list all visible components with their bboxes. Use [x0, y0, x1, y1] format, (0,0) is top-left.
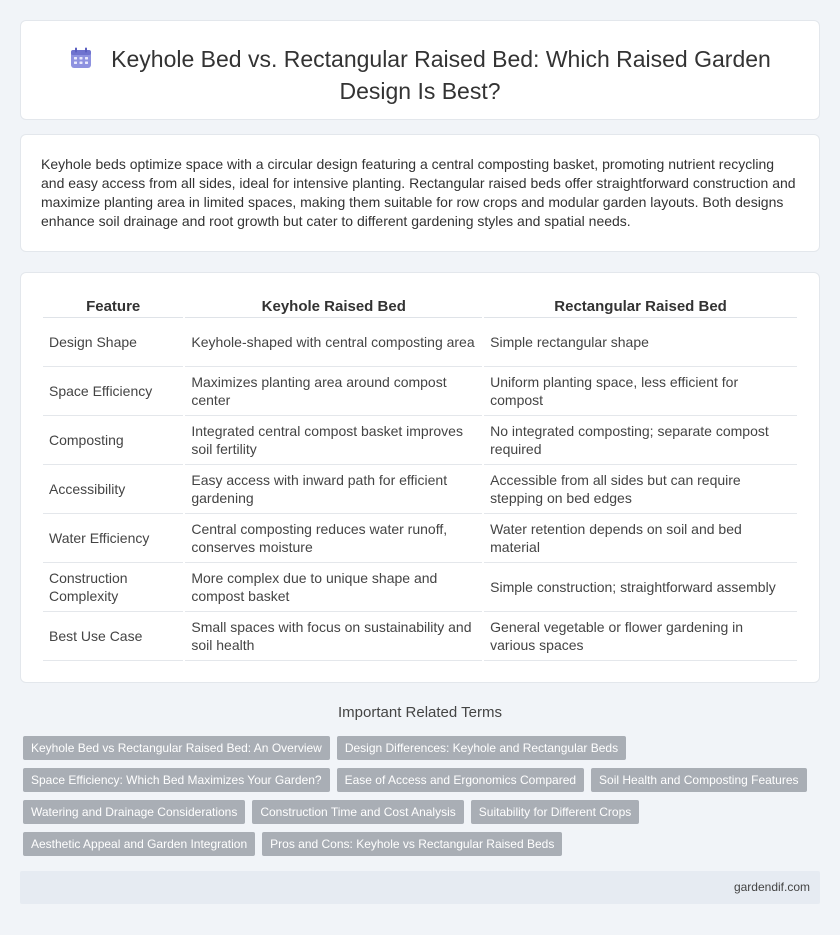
intro-card: [20, 134, 820, 252]
keyhole-cell: Easy access with inward path for efficient gardening: [185, 465, 482, 514]
table-row: [43, 465, 797, 514]
keyhole-cell: Keyhole-shaped with central composting area: [185, 318, 482, 367]
feature-cell: Composting: [43, 416, 183, 465]
related-term-tag[interactable]: Ease of Access and Ergonomics Compared: [337, 768, 584, 792]
keyhole-cell: Maximizes planting area around compost center: [185, 367, 482, 416]
related-term-tag[interactable]: Watering and Drainage Considerations: [23, 800, 245, 824]
keyhole-cell: Integrated central compost basket improves soil fertility: [185, 416, 482, 465]
footer-site-name[interactable]: gardendif.com: [733, 880, 810, 894]
calendar-icon: [69, 46, 93, 70]
related-terms-tags: [23, 736, 813, 864]
rectangular-cell: Simple rectangular shape: [484, 318, 797, 367]
comparison-table: [41, 293, 799, 661]
table-row: [43, 612, 797, 661]
rectangular-cell: Uniform planting space, less efficient for compost: [484, 367, 797, 416]
related-term-tag[interactable]: Space Efficiency: Which Bed Maximizes Your Garden?: [23, 768, 330, 792]
rectangular-cell: Water retention depends on soil and bed material: [484, 514, 797, 563]
comparison-card: [20, 272, 820, 683]
related-term-tag[interactable]: Design Differences: Keyhole and Rectangular Beds: [337, 736, 626, 760]
feature-cell: Accessibility: [43, 465, 183, 514]
feature-cell: Space Efficiency: [43, 367, 183, 416]
related-term-tag[interactable]: Pros and Cons: Keyhole vs Rectangular Raised Beds: [262, 832, 562, 856]
header-feature: Feature: [43, 293, 183, 318]
rectangular-cell: Simple construction; straightforward assembly: [484, 563, 797, 612]
tag-row: [23, 832, 813, 856]
tag-row: [23, 768, 813, 792]
table-row: [43, 367, 797, 416]
rectangular-cell: No integrated composting; separate compost required: [484, 416, 797, 465]
header-keyhole: Keyhole Raised Bed: [185, 293, 482, 318]
related-term-tag[interactable]: Suitability for Different Crops: [471, 800, 640, 824]
feature-cell: Construction Complexity: [43, 563, 183, 612]
tag-row: [23, 800, 813, 824]
feature-cell: Design Shape: [43, 318, 183, 367]
table-row: [43, 563, 797, 612]
table-row: [43, 514, 797, 563]
table-row: [43, 318, 797, 367]
keyhole-cell: More complex due to unique shape and compost basket: [185, 563, 482, 612]
feature-cell: Best Use Case: [43, 612, 183, 661]
page-title: Keyhole Bed vs. Rectangular Raised Bed: Which Raised Garden Design Is Best?: [111, 46, 771, 104]
header-card: [20, 20, 820, 120]
rectangular-cell: Accessible from all sides but can require stepping on bed edges: [484, 465, 797, 514]
table-row: [43, 416, 797, 465]
related-term-tag[interactable]: Construction Time and Cost Analysis: [252, 800, 463, 824]
related-term-tag[interactable]: Keyhole Bed vs Rectangular Raised Bed: An Overview: [23, 736, 330, 760]
title-wrap: [61, 45, 779, 109]
intro-paragraph: Keyhole beds optimize space with a circular design featuring a central composting basket, promoting nutrient recycling and easy access from all sides, ideal for intensive planting. Rectangular raised beds offer straightforward construction and maximize planting area in limited spaces, making them suitable for row crops and modular garden layouts. Both designs enhance soil drainage and root growth but cater to different gardening styles and spatial needs.: [41, 156, 796, 229]
rectangular-cell: General vegetable or flower gardening in various spaces: [484, 612, 797, 661]
related-terms-title: Important Related Terms: [338, 704, 502, 721]
related-term-tag[interactable]: Soil Health and Composting Features: [591, 768, 806, 792]
keyhole-cell: Central composting reduces water runoff, conserves moisture: [185, 514, 482, 563]
feature-cell: Water Efficiency: [43, 514, 183, 563]
tag-row: [23, 736, 813, 760]
table-header-row: [43, 293, 797, 318]
header-rectangular: Rectangular Raised Bed: [484, 293, 797, 318]
keyhole-cell: Small spaces with focus on sustainability and soil health: [185, 612, 482, 661]
related-term-tag[interactable]: Aesthetic Appeal and Garden Integration: [23, 832, 255, 856]
footer-bar: [20, 871, 820, 904]
